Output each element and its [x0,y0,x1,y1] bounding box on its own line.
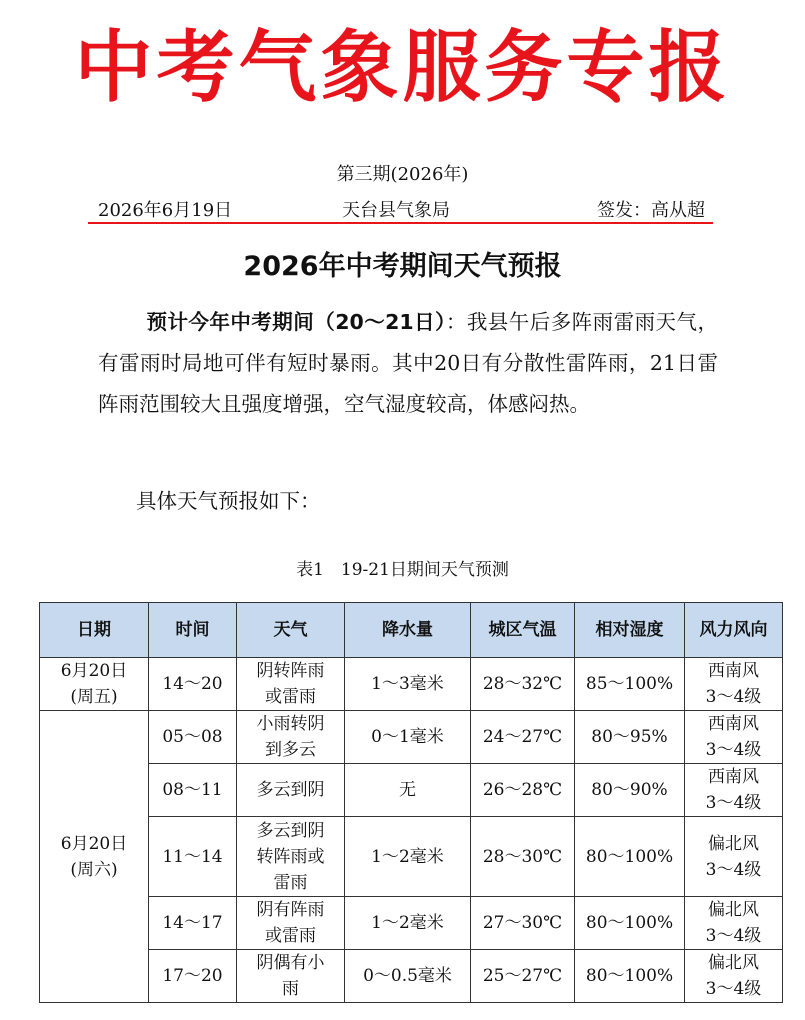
humidity-cell: 80～100% [575,897,685,950]
table-row [40,897,783,950]
precipitation-cell: 1～2毫米 [345,817,471,897]
paragraph-body: ：我县午后多阵雨雷雨天气，有雷雨时局地可伴有短时暴雨。其中20日有分散性雷阵雨，21日雷阵雨范围较大且强度增强，空气湿度较高，体感闷热。 [98,310,718,416]
issuing-organization: 天台县气象局 [342,200,450,221]
humidity-cell: 80～100% [575,950,685,1003]
time-cell: 08～11 [149,764,237,817]
table-row [40,764,783,817]
precipitation-cell: 1～2毫米 [345,897,471,950]
signer: 签发：高从超 [597,200,705,221]
temperature-cell: 26～28℃ [471,764,575,817]
header-date: 日期 [40,603,149,658]
precipitation-cell: 0～0.5毫米 [345,950,471,1003]
temperature-cell: 25～27℃ [471,950,575,1003]
header-city-temperature: 城区气温 [471,603,575,658]
weather-cell: 多云到阴 [237,764,345,817]
document-title: 2026年中考期间天气预报 [243,251,562,282]
time-cell: 14～20 [149,658,237,711]
precipitation-cell: 无 [345,764,471,817]
wind-cell: 西南风 3～4级 [685,711,783,764]
time-cell: 14～17 [149,897,237,950]
header-humidity: 相对湿度 [575,603,685,658]
weather-cell: 小雨转阴 到多云 [237,711,345,764]
time-cell: 17～20 [149,950,237,1003]
precipitation-cell: 1～3毫米 [345,658,471,711]
issue-date: 2026年6月19日 [98,200,233,221]
table-header-row [40,603,783,658]
time-cell: 05～08 [149,711,237,764]
wind-cell: 偏北风 3～4级 [685,950,783,1003]
table-row [40,658,783,711]
wind-cell: 偏北风 3～4级 [685,817,783,897]
header-weather: 天气 [237,603,345,658]
weather-cell: 阴偶有小 雨 [237,950,345,1003]
intro-line: 具体天气预报如下： [136,489,321,513]
wind-cell: 偏北风 3～4级 [685,897,783,950]
weather-cell: 阴有阵雨 或雷雨 [237,897,345,950]
issue-number: 第三期(2026年) [336,164,469,185]
forecast-table [39,602,783,1003]
wind-cell: 西南风 3～4级 [685,658,783,711]
humidity-cell: 80～90% [575,764,685,817]
temperature-cell: 24～27℃ [471,711,575,764]
header-precipitation: 降水量 [345,603,471,658]
forecast-paragraph [98,302,718,425]
table-row [40,950,783,1003]
date-cell: 6月20日 (周六) [40,711,149,1003]
humidity-cell: 80～100% [575,817,685,897]
table-caption: 表1 19-21日期间天气预测 [296,560,509,580]
temperature-cell: 28～32℃ [471,658,575,711]
red-divider [88,222,713,224]
paragraph-lead: 预计今年中考期间（20～21日） [146,310,446,334]
temperature-cell: 28～30℃ [471,817,575,897]
precipitation-cell: 0～1毫米 [345,711,471,764]
header-time: 时间 [149,603,237,658]
header-wind: 风力风向 [685,603,783,658]
wind-cell: 西南风 3～4级 [685,764,783,817]
table-row [40,711,783,764]
meta-row [98,196,705,220]
humidity-cell: 85～100% [575,658,685,711]
masthead-title: 中考气象服务专报 [74,23,731,113]
temperature-cell: 27～30℃ [471,897,575,950]
humidity-cell: 80～95% [575,711,685,764]
date-cell: 6月20日 (周五) [40,658,149,711]
weather-cell: 多云到阴 转阵雨或 雷雨 [237,817,345,897]
weather-cell: 阴转阵雨 或雷雨 [237,658,345,711]
time-cell: 11～14 [149,817,237,897]
table-row [40,817,783,897]
